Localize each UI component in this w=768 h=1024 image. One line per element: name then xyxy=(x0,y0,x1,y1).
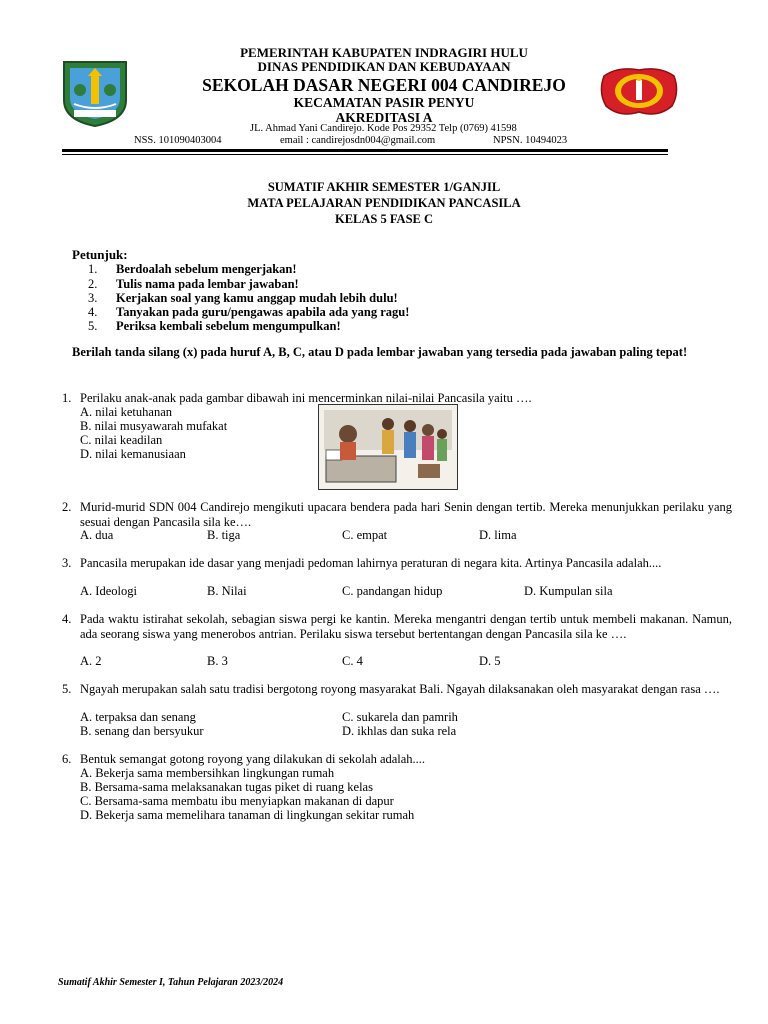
question-text: Bentuk semangat gotong royong yang dilakukan di sekolah adalah.... xyxy=(80,752,426,766)
school-email: email : candirejosdn004@gmail.com xyxy=(280,135,436,146)
instructions-heading: Petunjuk: xyxy=(72,247,128,262)
instruction-item: 5. Periksa kembali sebelum mengumpulkan! xyxy=(88,319,341,333)
answer-option: A. 2 xyxy=(80,654,102,668)
school-address: JL. Ahmad Yani Candirejo. Kode Pos 29352 Telp (0769) 41598 xyxy=(250,123,517,134)
instruction-item: 2. Tulis nama pada lembar jawaban! xyxy=(88,277,299,291)
school-name: SEKOLAH DASAR NEGERI 004 CANDIREJO xyxy=(202,75,566,95)
exam-title: SUMATIF AKHIR SEMESTER 1/GANJIL xyxy=(267,180,501,194)
instruction-item: 4. Tanyakan pada guru/pengawas apabila ada yang ragu! xyxy=(88,305,410,319)
header-divider xyxy=(62,149,668,152)
question-number: 2. xyxy=(62,500,72,514)
answer-option: D. ikhlas dan suka rela xyxy=(342,724,457,738)
answer-option: C. sukarela dan pamrih xyxy=(342,710,458,724)
answer-option: C. 4 xyxy=(342,654,363,668)
answer-option: B. Nilai xyxy=(207,584,247,598)
instruction-item: 1. Berdoalah sebelum mengerjakan! xyxy=(88,262,297,276)
exam-class: KELAS 5 FASE C xyxy=(334,212,434,226)
header-divider-thin xyxy=(62,154,668,155)
district-name: KECAMATAN PASIR PENYU xyxy=(293,95,475,110)
answer-option: D. Kumpulan sila xyxy=(524,584,613,598)
answer-option: C. nilai keadilan xyxy=(80,433,163,447)
question-number: 4. xyxy=(62,612,72,626)
answer-option: D. Bekerja sama memelihara tanaman di lingkungan sekitar rumah xyxy=(80,808,415,822)
question-text: Ngayah merupakan salah satu tradisi bergotong royong masyarakat Bali. Ngayah dilaksanakan oleh masyarakat dengan rasa …. xyxy=(80,682,720,696)
question-text: Pancasila merupakan ide dasar yang menjadi pedoman lahirnya peraturan di negara kita. Artinya Pancasila adalah.... xyxy=(80,556,662,570)
answer-instruction: Berilah tanda silang (x) pada huruf A, B, C, atau D pada lembar jawaban yang tersedia pada jawaban paling tepat! xyxy=(72,345,688,359)
answer-option: D. 5 xyxy=(479,654,501,668)
npsn-number: NPSN. 10494023 xyxy=(493,135,568,146)
question-number: 5. xyxy=(62,682,72,696)
instruction-item: 3. Kerjakan soal yang kamu anggap mudah lebih dulu! xyxy=(88,291,398,305)
govt-name: PEMERINTAH KABUPATEN INDRAGIRI HULU xyxy=(240,45,528,60)
question-number: 3. xyxy=(62,556,72,570)
answer-option: A. Ideologi xyxy=(80,584,137,598)
answer-option: A. nilai ketuhanan xyxy=(80,405,172,419)
answer-option: C. pandangan hidup xyxy=(342,584,443,598)
answer-option: A. terpaksa dan senang xyxy=(80,710,196,724)
question-text: Perilaku anak-anak pada gambar dibawah ini mencerminkan nilai-nilai Pancasila yaitu …. xyxy=(80,391,532,405)
answer-option: B. tiga xyxy=(207,528,241,542)
exam-subject: MATA PELAJARAN PENDIDIKAN PANCASILA xyxy=(247,196,521,210)
page-footer: Sumatif Akhir Semester I, Tahun Pelajaran 2023/2024 xyxy=(58,977,284,988)
answer-option: A. Bekerja sama membersihkan lingkungan rumah xyxy=(80,766,335,780)
answer-option: D. nilai kemanusiaan xyxy=(80,447,186,461)
answer-option: B. senang dan bersyukur xyxy=(80,724,204,738)
answer-option: C. empat xyxy=(342,528,388,542)
answer-option: B. 3 xyxy=(207,654,228,668)
answer-option: B. nilai musyawarah mufakat xyxy=(80,419,228,433)
question-text: Pada waktu istirahat sekolah, sebagian siswa pergi ke kantin. Mereka mengantri dengan tertib untuk membeli makanan. Namun, ada seorang siswa yang menerobos antrian. Perilaku siswa tersebut bertentangan dengan Pancasila sila ke …. xyxy=(80,612,732,641)
question-illustration xyxy=(318,404,458,490)
nss-number: NSS. 101090403004 xyxy=(134,135,222,146)
question-number: 1. xyxy=(62,391,72,405)
answer-option: B. Bersama-sama melaksanakan tugas piket di ruang kelas xyxy=(80,780,373,794)
agency-name: DINAS PENDIDIKAN DAN KEBUDAYAAN xyxy=(257,59,511,74)
question-text: Murid-murid SDN 004 Candirejo mengikuti upacara bendera pada hari Senin dengan tertib. Mereka menunjukkan perilaku yang sesuai dengan Pancasila sila ke…. xyxy=(80,500,732,529)
answer-option: C. Bersama-sama membatu ibu menyiapkan makanan di dapur xyxy=(80,794,394,808)
answer-option: D. lima xyxy=(479,528,517,542)
question-number: 6. xyxy=(62,752,72,766)
answer-option: A. dua xyxy=(80,528,114,542)
accreditation: AKREDITASI A xyxy=(335,110,433,125)
